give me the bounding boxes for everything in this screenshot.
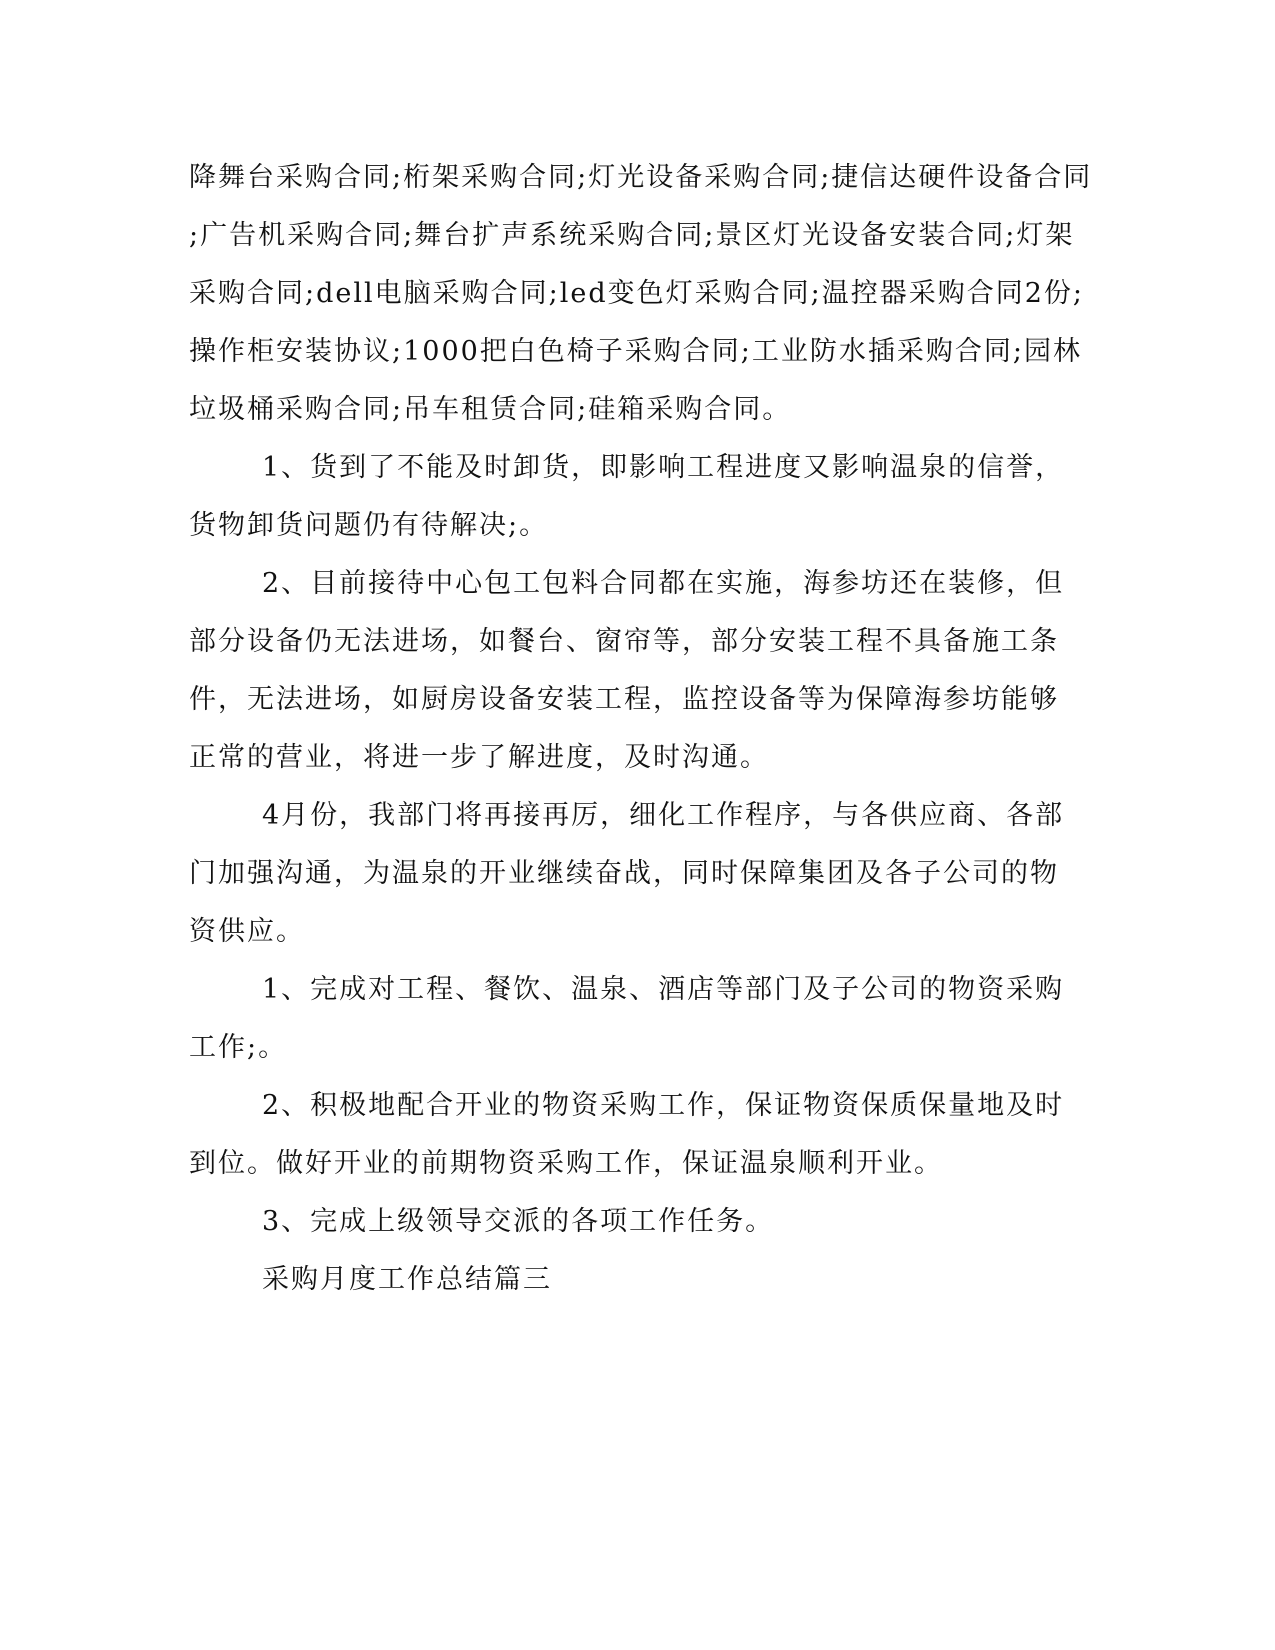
text-line: 采购合同;dell电脑采购合同;led变色灯采购合同;温控器采购合同2份; (189, 278, 1084, 309)
text-line: 操作柜安装协议;1000把白色椅子采购合同;工业防水插采购合同;园林 (189, 336, 1083, 367)
text-line: ;广告机采购合同;舞台扩声系统采购合同;景区灯光设备安装合同;灯架 (189, 220, 1075, 251)
paragraph-first-line: 2、积极地配合开业的物资采购工作，保证物资保质保量地及时 (262, 1090, 1065, 1121)
section-heading: 采购月度工作总结篇三 (262, 1264, 552, 1295)
text-line: 门加强沟通，为温泉的开业继续奋战，同时保障集团及各子公司的物 (189, 858, 1059, 889)
text-line: 件，无法进场，如厨房设备安装工程，监控设备等为保障海参坊能够 (189, 684, 1059, 715)
paragraph-first-line: 1、货到了不能及时卸货，即影响工程进度又影响温泉的信誉， (262, 452, 1065, 483)
text-line: 到位。做好开业的前期物资采购工作，保证温泉顺利开业。 (189, 1148, 943, 1179)
paragraph-first-line: 4月份，我部门将再接再厉，细化工作程序，与各供应商、各部 (262, 800, 1065, 831)
paragraph-first-line: 2、目前接待中心包工包料合同都在实施，海参坊还在装修，但 (262, 568, 1065, 599)
text-line: 部分设备仍无法进场，如餐台、窗帘等，部分安装工程不具备施工条 (189, 626, 1059, 657)
paragraph-first-line: 1、完成对工程、餐饮、温泉、酒店等部门及子公司的物资采购 (262, 974, 1065, 1005)
text-line: 货物卸货问题仍有待解决;。 (189, 510, 549, 541)
text-line: 资供应。 (189, 916, 305, 947)
text-line: 工作;。 (189, 1032, 288, 1063)
text-line: 降舞台采购合同;桁架采购合同;灯光设备采购合同;捷信达硬件设备合同 (189, 162, 1093, 193)
text-line: 垃圾桶采购合同;吊车租赁合同;硅箱采购合同。 (189, 394, 792, 425)
paragraph-first-line: 3、完成上级领导交派的各项工作任务。 (262, 1206, 775, 1237)
text-line: 正常的营业，将进一步了解进度，及时沟通。 (189, 742, 769, 773)
